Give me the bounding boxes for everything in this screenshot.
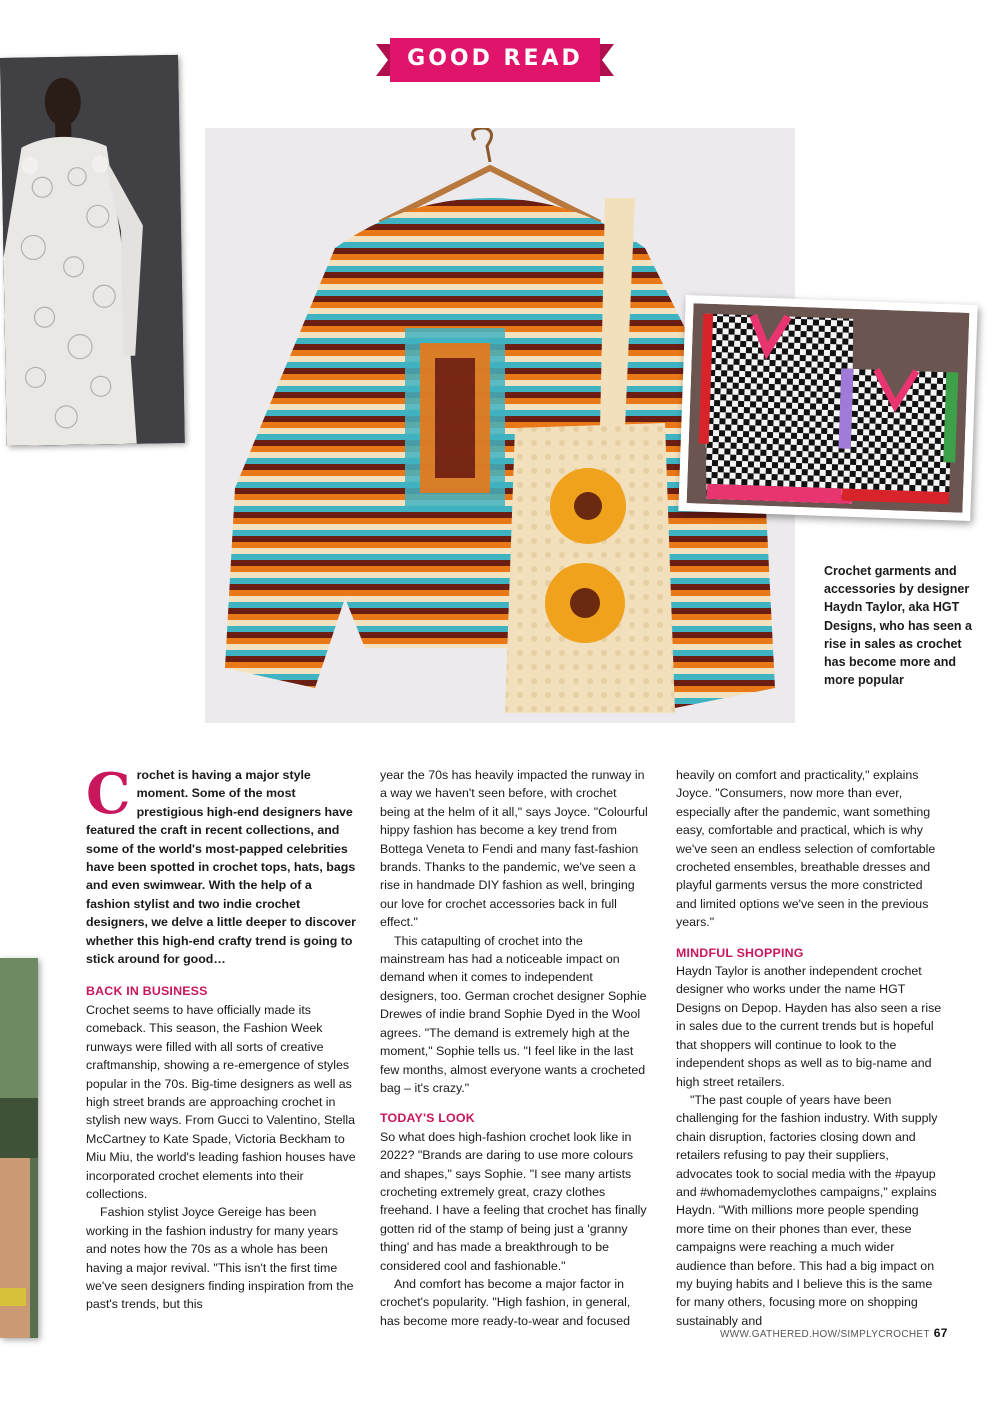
paragraph: This catapulting of crochet into the mainstream has had a noticeable impact on demand when it comes to independent designers, too. German crochet designer Sophie Drewes of indie brand Sophie Dyed in the Wool agrees. "The demand is extremely high at the moment," Sophie tells us. "I feel like in the last few months, almost everyone wants a crocheted bag – it's crazy." [380, 933, 647, 1095]
article-column-2 [380, 766, 648, 1330]
footer-url: WWW.GATHERED.HOW/SIMPLYCROCHET [720, 1329, 930, 1340]
inset-photo-checkered-vests [678, 295, 977, 521]
paragraph: "The past couple of years have been challenging for the fashion industry. With supply chain disruption, factories closing down and retailers refusing to pay their suppliers, advocates took to social media with the #payup and #whomademyclothes campaigns," explains Haydn. "With millions more people spending more time on their phones than ever, these campaigns were reaching a much wider audience than before. This had a big impact on my buying habits and I believe this is the same for many others, focusing more on shopping sustainably and [676, 1092, 938, 1328]
drop-cap: C [86, 761, 131, 827]
paragraph: So what does high-fashion crochet look like in 2022? "Brands are daring to use more colours and shapes," says Sophie. "I see many artists crocheting extremely great, crazy clothes freehand. I have a feeling that crochet has finally gotten rid of the stamp of being just a 'granny thing' and has made a breakthrough to be considered cool and fashionable." [380, 1129, 647, 1273]
paragraph: Haydn Taylor is another independent crochet designer who works under the name HGT Designs on Depop. Hayden has also seen a rise in sales due to the current trends but is hopeful that shoppers will continue to look to the independent shops as well as to big-name and high street retailers. [676, 964, 942, 1089]
intro-paragraph [86, 761, 356, 968]
paragraph: heavily on comfort and practicality," explains Joyce. "Consumers, now more than ever, especially after the pandemic, want something easy, comfortable and practical, which is why we've seen an endless selection of comfortable crocheted ensembles, breathable dresses and playful garments versus the more constricted and limited options we've seen in the previous years." [676, 768, 936, 930]
runway-photo-white-crochet-dress [0, 55, 185, 446]
article-column-1 [86, 761, 356, 1314]
paragraph: Fashion stylist Joyce Gereige has been working in the fashion industry for many years and notes how the 70s as a whole has been having a major revival. "This isn't the first time we've seen designers finding inspiration from the past's trends, but this [86, 1205, 354, 1312]
article-column-3 [676, 766, 944, 1330]
banner-label: GOOD READ [407, 46, 583, 71]
section-banner [390, 38, 600, 82]
paragraph: year the 70s has heavily impacted the runway in a way we haven't seen before, with crochet being at the helm of it all," says Joyce. "Colourful hippy fashion has become a key trend from Bottega Veneta to Fendi and many fast-fashion brands. Thanks to the pandemic, we've seen a rise in handmade DIY fashion as well, bringing our love for crochet accessories back in full effect." [380, 768, 648, 930]
heading-back-in-business: BACK IN BUSINESS [86, 984, 208, 999]
paragraph: And comfort has become a major factor in crochet's popularity. "High fashion, in general, has become more ready-to-wear and focused [380, 1276, 631, 1328]
heading-mindful-shopping: MINDFUL SHOPPING [676, 945, 804, 960]
runway-photo-cropped [0, 958, 38, 1338]
intro-text: rochet is having a major style moment. Some of the most prestigious high-end designers have featured the craft in recent collections, and some of the world's most-papped celebrities have been spotted in crochet tops, hats, bags and even swimwear. With the help of a fashion stylist and two indie crochet designers, we delve a little deeper to discover whether this high-end crafty trend is going to stick around for good… [86, 768, 356, 967]
heading-todays-look: TODAY'S LOOK [380, 1111, 475, 1126]
paragraph: Crochet seems to have officially made its comeback. This season, the Fashion Week runways were filled with all sorts of creative craftmanship, showing a re-emergence of styles popular in the 70s. Big-time designers as well as high street brands are approaching crochet in stylish new ways. From Gucci to Valentino, Stella McCartney to Kate Spade, Victoria Beckham to Miu Miu, the world's leading fashion houses have incorporated crochet elements into their collections. [86, 1002, 356, 1201]
page-footer [720, 1326, 948, 1340]
page-number: 67 [933, 1326, 948, 1340]
photo-caption: Crochet garments and accessories by designer Haydn Taylor, aka HGT Designs, who has seen a rise in sales as crochet has become more and more popular [824, 564, 972, 688]
